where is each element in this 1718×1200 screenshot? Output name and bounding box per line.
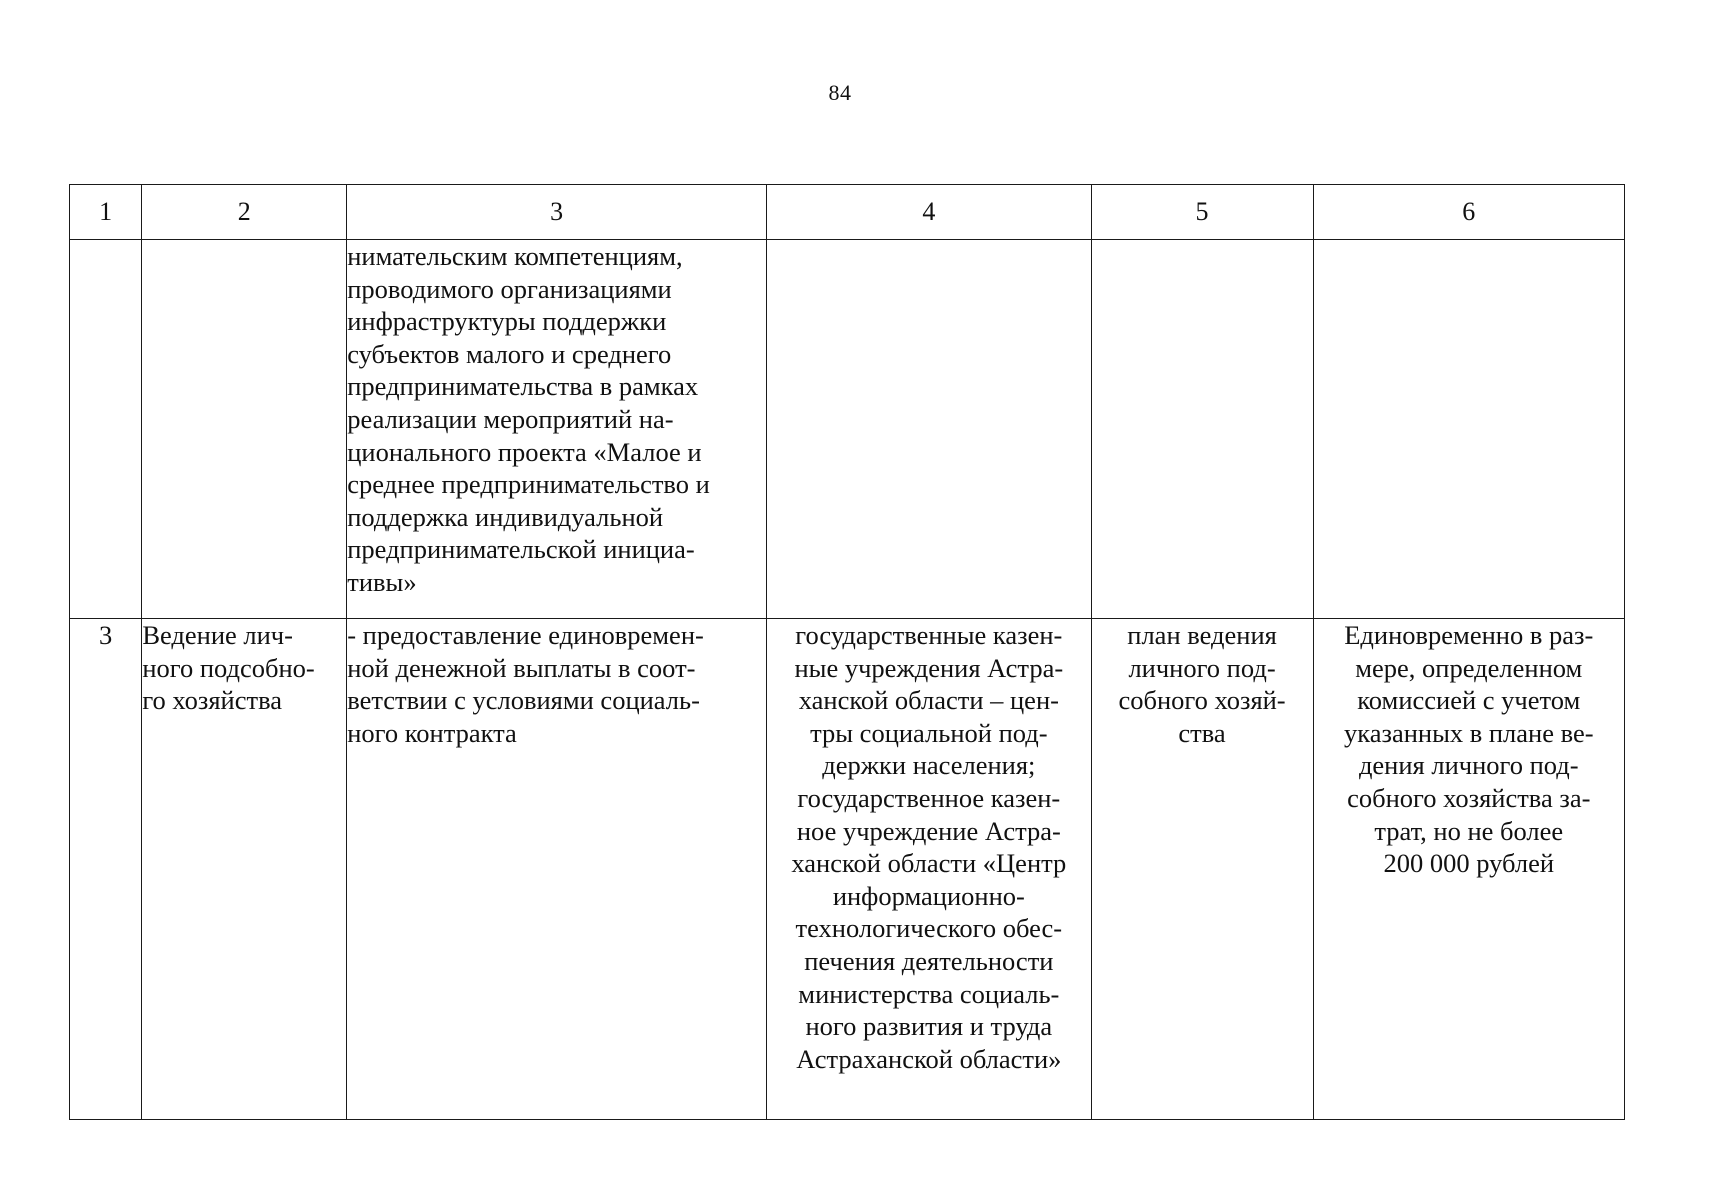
cont-cell-4 bbox=[767, 240, 1091, 619]
row-executors-cell bbox=[767, 619, 1091, 1120]
cont-cell-2 bbox=[142, 240, 347, 619]
column-header-6: 6 bbox=[1313, 185, 1624, 240]
row-amount: Единовременно в раз- мере, определенном комиссией с учетом указанных в плане ве- дения личного под- собного хозяйства за- трат, но не более 200 000 рублей bbox=[1343, 620, 1594, 879]
row-number: 3 bbox=[99, 620, 113, 650]
cont-cell-5 bbox=[1091, 240, 1313, 619]
row-name: Ведение лич- ного подсобно- го хозяйства bbox=[142, 620, 315, 716]
row-number-cell bbox=[70, 619, 142, 1120]
column-header-3: 3 bbox=[347, 185, 767, 240]
column-header-5: 5 bbox=[1091, 185, 1313, 240]
row-executors: государственные казен- ные учреждения Астра- ханской области – цен- тры социальной под- держки населения; государственное казен- ное учреждение Астра- ханской области «Центр информационно- технологического обес- печения деятельности министерства социаль- ного развития и труда Астраханской области» bbox=[791, 620, 1067, 1074]
row-documents-cell bbox=[1091, 619, 1313, 1120]
column-header-1: 1 bbox=[70, 185, 142, 240]
row-documents: план ведения личного под- собного хозяй- ства bbox=[1118, 620, 1286, 748]
cont-cell-3 bbox=[347, 240, 767, 619]
table-header bbox=[70, 185, 1625, 240]
table-row-continuation bbox=[70, 240, 1625, 619]
continuation-measure-text: нимательским компетенциям, проводимого организациями инфраструктуры поддержки субъектов малого и среднего предпринимательства в рамках реализации мероприятий на- ционального проекта «Малое и среднее предпринимательство и поддержка индивидуальной предпринимательской инициа- тивы» bbox=[347, 241, 710, 597]
row-measure-cell bbox=[347, 619, 767, 1120]
header-row bbox=[70, 185, 1625, 240]
row-amount-cell bbox=[1313, 619, 1624, 1120]
column-header-2: 2 bbox=[142, 185, 347, 240]
page-number: 84 bbox=[828, 80, 852, 105]
row-measure: - предоставление единовремен- ной денежной выплаты в соот- ветствии с условиями социаль- ного контракта bbox=[347, 620, 704, 748]
column-header-4: 4 bbox=[767, 185, 1091, 240]
cont-cell-6 bbox=[1313, 240, 1624, 619]
table-row-3 bbox=[70, 619, 1625, 1120]
measures-table bbox=[69, 184, 1625, 1120]
row-name-cell bbox=[142, 619, 347, 1120]
cont-cell-1 bbox=[70, 240, 142, 619]
